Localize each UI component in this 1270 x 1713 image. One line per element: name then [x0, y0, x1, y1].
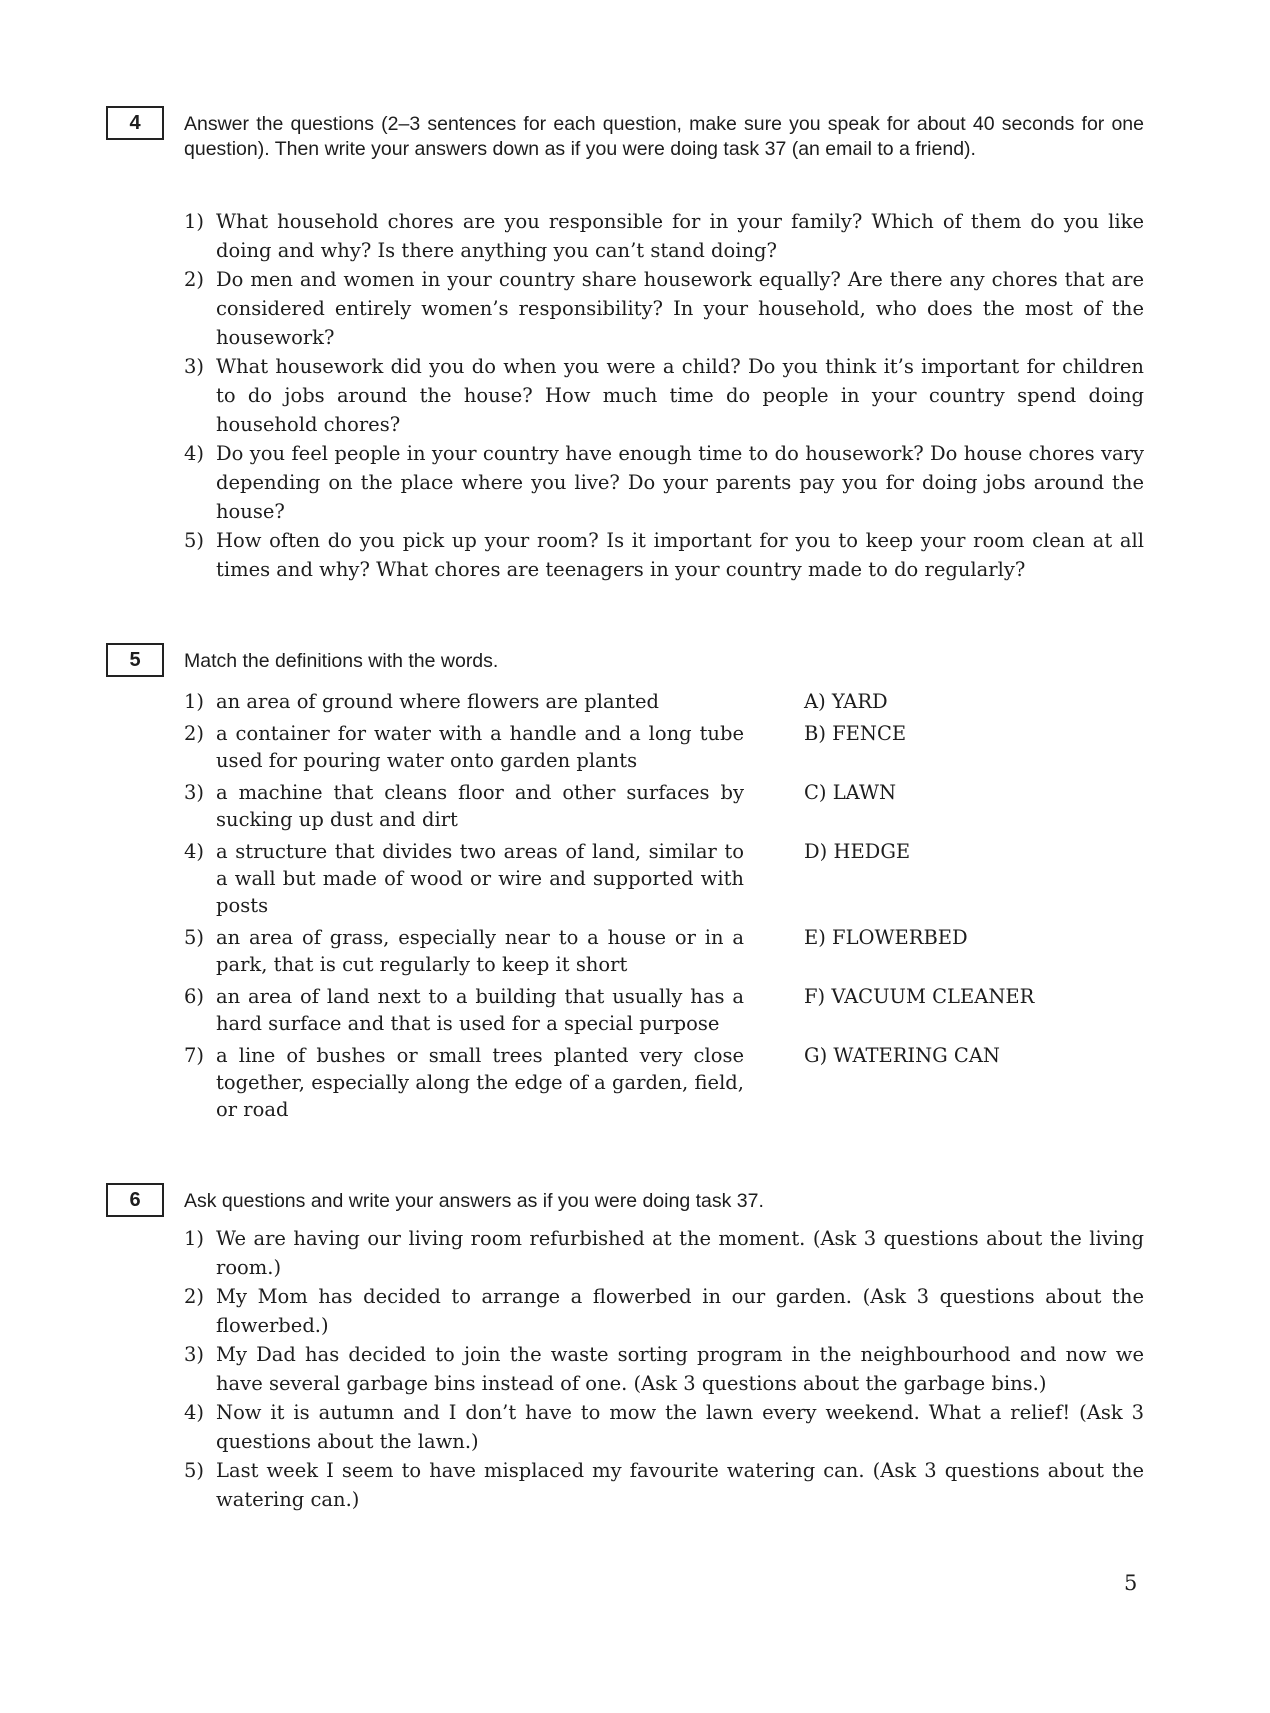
question-number: 5): [184, 529, 205, 552]
word-option: G) WATERING CAN: [804, 1044, 1000, 1067]
word-option: C) LAWN: [804, 781, 897, 804]
word-option: D) HEDGE: [804, 840, 911, 863]
question-text: Do you feel people in your country have enough time to do housework? Do house chores vary depending on the place where you live? Do your parents pay you for doing jobs around the house?: [216, 442, 1144, 523]
question-text: Last week I seem to have misplaced my favourite watering can. (Ask 3 questions about the watering can.): [216, 1459, 1144, 1511]
definition-text: an area of grass, especially near to a house or in a park, that is cut regularly to keep it short: [216, 926, 744, 976]
question-item: [184, 1224, 1144, 1282]
definition-text: an area of ground where flowers are planted: [216, 690, 659, 713]
question-text: Now it is autumn and I don’t have to mow the lawn every weekend. What a relief! (Ask 3 questions about the lawn.): [216, 1401, 1144, 1453]
matching-row: [184, 779, 1144, 833]
matching-row: [184, 924, 1144, 978]
question-text: What housework did you do when you were a child? Do you think it’s important for children to do jobs around the house? How much time do people in your country spend doing household chores?: [216, 355, 1144, 436]
page-number: 5: [1124, 1571, 1138, 1595]
question-item: [184, 1456, 1144, 1514]
definition-text: a container for water with a handle and a long tube used for pouring water onto garden plants: [216, 722, 744, 772]
task-number-box: 5: [106, 643, 164, 677]
definition-text: a line of bushes or small trees planted very close together, especially along the edge of a garden, field, or road: [216, 1044, 744, 1121]
question-item: [184, 265, 1144, 352]
question-item: [184, 1398, 1144, 1456]
question-list: [184, 207, 1144, 584]
question-number: 3): [184, 1343, 205, 1366]
definition: [184, 720, 744, 774]
definition-number: 3): [184, 781, 205, 804]
definition: [184, 779, 744, 833]
word-option: E) FLOWERBED: [804, 926, 968, 949]
question-text: What household chores are you responsible for in your family? Which of them do you like doing and why? Is there anything you can’t stand doing?: [216, 210, 1144, 262]
question-item: [184, 1340, 1144, 1398]
matching-row: [184, 983, 1144, 1037]
question-item: [184, 439, 1144, 526]
question-item: [184, 207, 1144, 265]
task-instruction: Ask questions and write your answers as if you were doing task 37.: [184, 1190, 764, 1212]
definition-number: 7): [184, 1044, 205, 1067]
definition-text: a machine that cleans floor and other surfaces by sucking up dust and dirt: [216, 781, 744, 831]
matching-row: [184, 720, 1144, 774]
question-text: My Mom has decided to arrange a flowerbed in our garden. (Ask 3 questions about the flowerbed.): [216, 1285, 1144, 1337]
question-text: How often do you pick up your room? Is it important for you to keep your room clean at all times and why? What chores are teenagers in your country made to do regularly?: [216, 529, 1144, 581]
task-number-box: 4: [106, 106, 164, 140]
definition-text: an area of land next to a building that usually has a hard surface and that is used for a special purpose: [216, 985, 744, 1035]
word-option: F) VACUUM CLEANER: [804, 985, 1035, 1008]
matching-row: [184, 688, 1144, 715]
question-number: 2): [184, 268, 205, 291]
question-number: 5): [184, 1459, 205, 1482]
question-item: [184, 352, 1144, 439]
definition: [184, 1042, 744, 1123]
definition: [184, 688, 744, 715]
question-list: [184, 1224, 1144, 1514]
definition: [184, 924, 744, 978]
definition-number: 5): [184, 926, 205, 949]
definition: [184, 838, 744, 919]
definition: [184, 983, 744, 1037]
question-item: [184, 526, 1144, 584]
question-text: Do men and women in your country share housework equally? Are there any chores that are considered entirely women’s responsibility? In your household, who does the most of the housework?: [216, 268, 1144, 349]
question-number: 4): [184, 1401, 205, 1424]
matching-row: [184, 838, 1144, 919]
definition-number: 6): [184, 985, 205, 1008]
word-option: B) FENCE: [804, 722, 907, 745]
question-number: 2): [184, 1285, 205, 1308]
question-number: 3): [184, 355, 205, 378]
definition-number: 4): [184, 840, 205, 863]
question-text: We are having our living room refurbished at the moment. (Ask 3 questions about the living room.): [216, 1227, 1144, 1279]
task-instruction: Answer the questions (2–3 sentences for each question, make sure you speak for about 40 seconds for one question). Then write your answers down as if you were doing task 37 (an email to a friend).: [184, 113, 1144, 160]
question-text: My Dad has decided to join the waste sorting program in the neighbourhood and now we have several garbage bins instead of one. (Ask 3 questions about the garbage bins.): [216, 1343, 1144, 1395]
task-number-box: 6: [106, 1183, 164, 1217]
question-number: 1): [184, 210, 205, 233]
question-item: [184, 1282, 1144, 1340]
matching-row: [184, 1042, 1144, 1123]
definition-number: 2): [184, 722, 205, 745]
definition-text: a structure that divides two areas of land, similar to a wall but made of wood or wire and supported with posts: [216, 840, 744, 917]
question-number: 1): [184, 1227, 205, 1250]
definition-number: 1): [184, 690, 205, 713]
word-option: A) YARD: [804, 690, 888, 713]
matching-table: [184, 688, 1144, 1123]
task-instruction: Match the definitions with the words.: [184, 650, 499, 672]
question-number: 4): [184, 442, 205, 465]
